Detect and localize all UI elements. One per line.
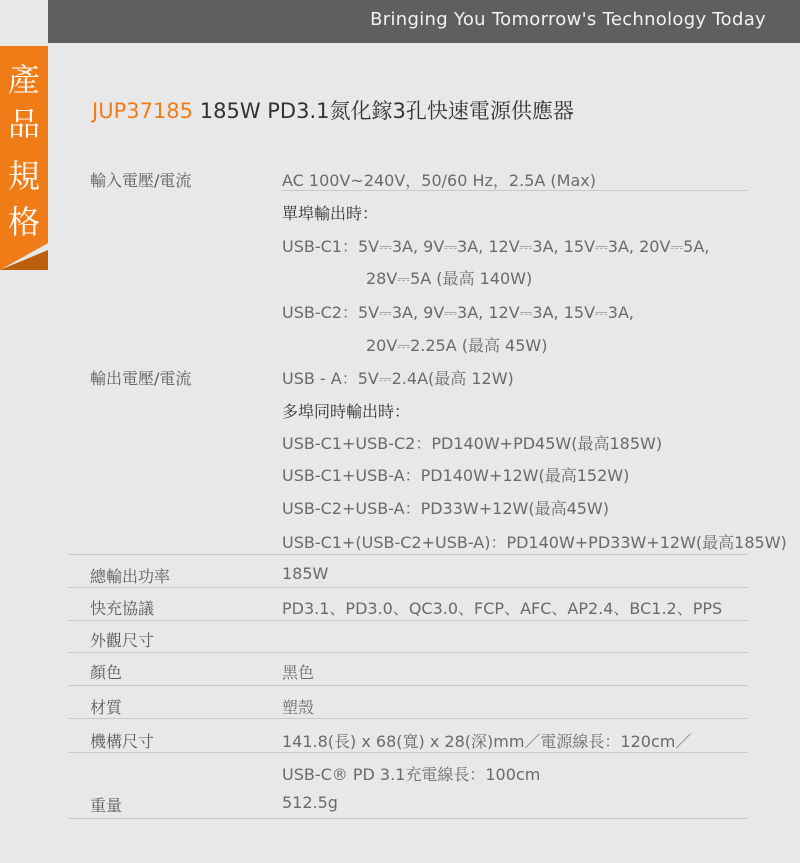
usbc1-spec-line-1: USB-C1：5V⎓3A, 9V⎓3A, 12V⎓3A, 15V⎓3A, 20V⎓5A, — [282, 237, 710, 256]
appearance-label: 外觀尺寸 — [90, 631, 155, 650]
color-value: 黑色 — [282, 663, 315, 682]
side-tab-char-3: 規 — [7, 157, 40, 195]
cable-length-value: USB-C® PD 3.1充電線長：100cm — [282, 765, 541, 784]
side-tab-char-4: 格 — [7, 203, 40, 241]
topbar-left-blank — [0, 0, 48, 43]
divider — [68, 718, 748, 719]
protocol-value: PD3.1、PD3.0、QC3.0、FCP、AFC、AP2.4、BC1.2、PPS — [282, 599, 723, 618]
side-tab-char-1: 產 — [7, 61, 40, 99]
multi-port-heading: 多埠同時輸出時： — [282, 402, 411, 421]
input-label: 輸入電壓/電流 — [90, 171, 192, 190]
product-name: 185W PD3.1氮化鎵3孔快速電源供應器 — [199, 99, 574, 123]
multi-port-combo-3: USB-C2+USB-A：PD33W+12W(最高45W) — [282, 499, 609, 518]
usbc1-spec-line-2: 28V⎓5A (最高 140W) — [366, 269, 533, 288]
multi-port-combo-2: USB-C1+USB-A：PD140W+12W(最高152W) — [282, 466, 630, 485]
single-port-heading: 單埠輸出時： — [282, 204, 379, 223]
weight-label: 重量 — [90, 796, 123, 815]
dimension-value: 141.8(長) x 68(寬) x 28(深)mm／電源線長：120cm／ — [282, 732, 692, 751]
usbc2-spec-line-2: 20V⎓2.25A (最高 45W) — [366, 336, 548, 355]
multi-port-combo-1: USB-C1+USB-C2：PD140W+PD45W(最高185W) — [282, 434, 663, 453]
side-tab-char-2: 品 — [7, 105, 40, 143]
total-power-label: 總輸出功率 — [90, 567, 171, 586]
divider — [68, 685, 748, 686]
color-label: 顏色 — [90, 663, 123, 682]
weight-value: 512.5g — [282, 793, 338, 812]
material-label: 材質 — [90, 698, 123, 717]
multi-port-combo-4: USB-C1+(USB-C2+USB-A)：PD140W+PD33W+12W(最高185W) — [282, 533, 787, 552]
usbc2-spec-line-1: USB-C2：5V⎓3A, 9V⎓3A, 12V⎓3A, 15V⎓3A, — [282, 303, 635, 322]
product-title — [92, 95, 574, 125]
divider — [68, 752, 748, 753]
product-model: JUP37185 — [92, 99, 194, 123]
output-label: 輸出電壓/電流 — [90, 369, 192, 388]
tagline: Bringing You Tomorrow's Technology Today — [370, 9, 766, 30]
material-value: 塑殼 — [282, 698, 315, 717]
divider — [68, 620, 748, 621]
dimension-label: 機構尺寸 — [90, 732, 155, 751]
divider — [68, 554, 748, 555]
header-bar — [48, 0, 800, 43]
divider — [68, 587, 748, 588]
divider — [68, 652, 748, 653]
total-power-value: 185W — [282, 564, 329, 583]
input-value: AC 100V~240V，50/60 Hz，2.5A (Max) — [282, 171, 596, 190]
divider — [68, 818, 748, 819]
usba-spec-line: USB - A：5V⎓2.4A(最高 12W) — [282, 369, 514, 388]
divider — [282, 190, 748, 191]
protocol-label: 快充協議 — [90, 599, 155, 618]
